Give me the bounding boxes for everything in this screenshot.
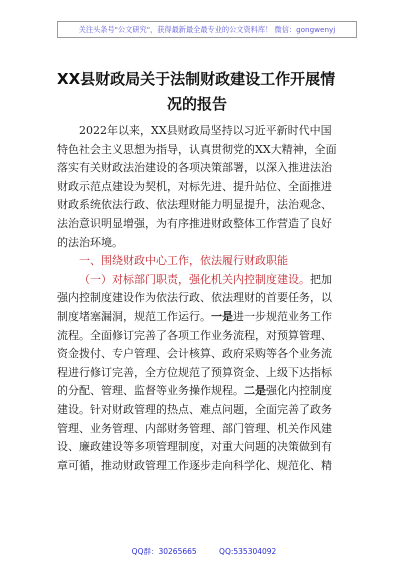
subsection-heading: （一）对标部门职责，强化机关内控制度建设。 xyxy=(79,272,310,286)
body-line: 流程。全面修订完善了各项工作业务流程，对预算管理、 xyxy=(57,328,332,342)
title-line-2: 况的报告 xyxy=(167,95,228,113)
body-text: 的分配、管理、监督等业务操作规程。 xyxy=(57,384,244,398)
intro-line: 财政系统依法行政、依法理财能力明显提升，法治观念、 xyxy=(57,198,332,212)
footer-qq-group: QQ群：30265665 xyxy=(131,547,197,556)
intro-line: 的法治环境。 xyxy=(57,235,123,249)
body-line xyxy=(57,308,357,327)
body-text: 进一步规范业务工作 xyxy=(233,309,332,323)
intro-line: 财政示范点建设为契机，对标先进、提升站位、全面推进 xyxy=(57,179,332,193)
body-text: 把加 xyxy=(310,272,332,286)
body-line: 章可循，推动财政管理工作逐步走向科学化、规范化、精 xyxy=(57,458,332,472)
section-heading: 一、围绕财政中心工作，依法履行财政职能 xyxy=(79,254,288,268)
title-line-1: XX县财政局关于法制财政建设工作开展情 xyxy=(57,70,336,88)
body-line xyxy=(57,382,357,401)
body-line: 程进行修订完善，全方位规范了预算资金、上级下达指标 xyxy=(57,365,332,379)
document-body xyxy=(57,122,357,475)
point-marker: 二是 xyxy=(244,384,266,398)
body-line: 强内控制度建设作为依法行政、依法理财的首要任务，以 xyxy=(57,291,332,305)
page-footer xyxy=(0,546,408,557)
body-line: 资金拨付、专户管理、会计核算、政府采购等各个业务流 xyxy=(57,347,332,361)
intro-line: 落实有关财政法治建设的各项决策部署，以深入推进法治 xyxy=(57,161,332,175)
body-text: 制度堵塞漏洞，规范工作运行。 xyxy=(57,309,211,323)
body-line: 设、廉政建设等多项管理制度，对重大问题的决策做到有 xyxy=(57,440,332,454)
intro-line: 2022年以来，XX县财政局坚持以习近平新时代中国 xyxy=(79,124,332,137)
header-banner: 关注头条号"公文研究"，获得最新最全最专业的公文资料库！ 微信：gongwenyj xyxy=(57,21,357,38)
body-line: 管理、业务管理、内部财务管理、部门管理、机关作风建 xyxy=(57,421,332,435)
footer-qq: QQ:535304092 xyxy=(219,547,277,556)
intro-line: 法治意识明显增强，为有序推进财政整体工作营造了良好 xyxy=(57,216,332,230)
document-title xyxy=(57,67,357,117)
body-line: 建设。针对财政管理的热点、难点问题，全面完善了政务 xyxy=(57,402,332,416)
intro-line: 特色社会主义思想为指导，认真贯彻党的XX大精神，全面 xyxy=(57,142,337,156)
point-marker: 一是 xyxy=(211,309,233,323)
subsection-line xyxy=(57,271,357,290)
body-text: 强化内控制度 xyxy=(266,384,332,398)
